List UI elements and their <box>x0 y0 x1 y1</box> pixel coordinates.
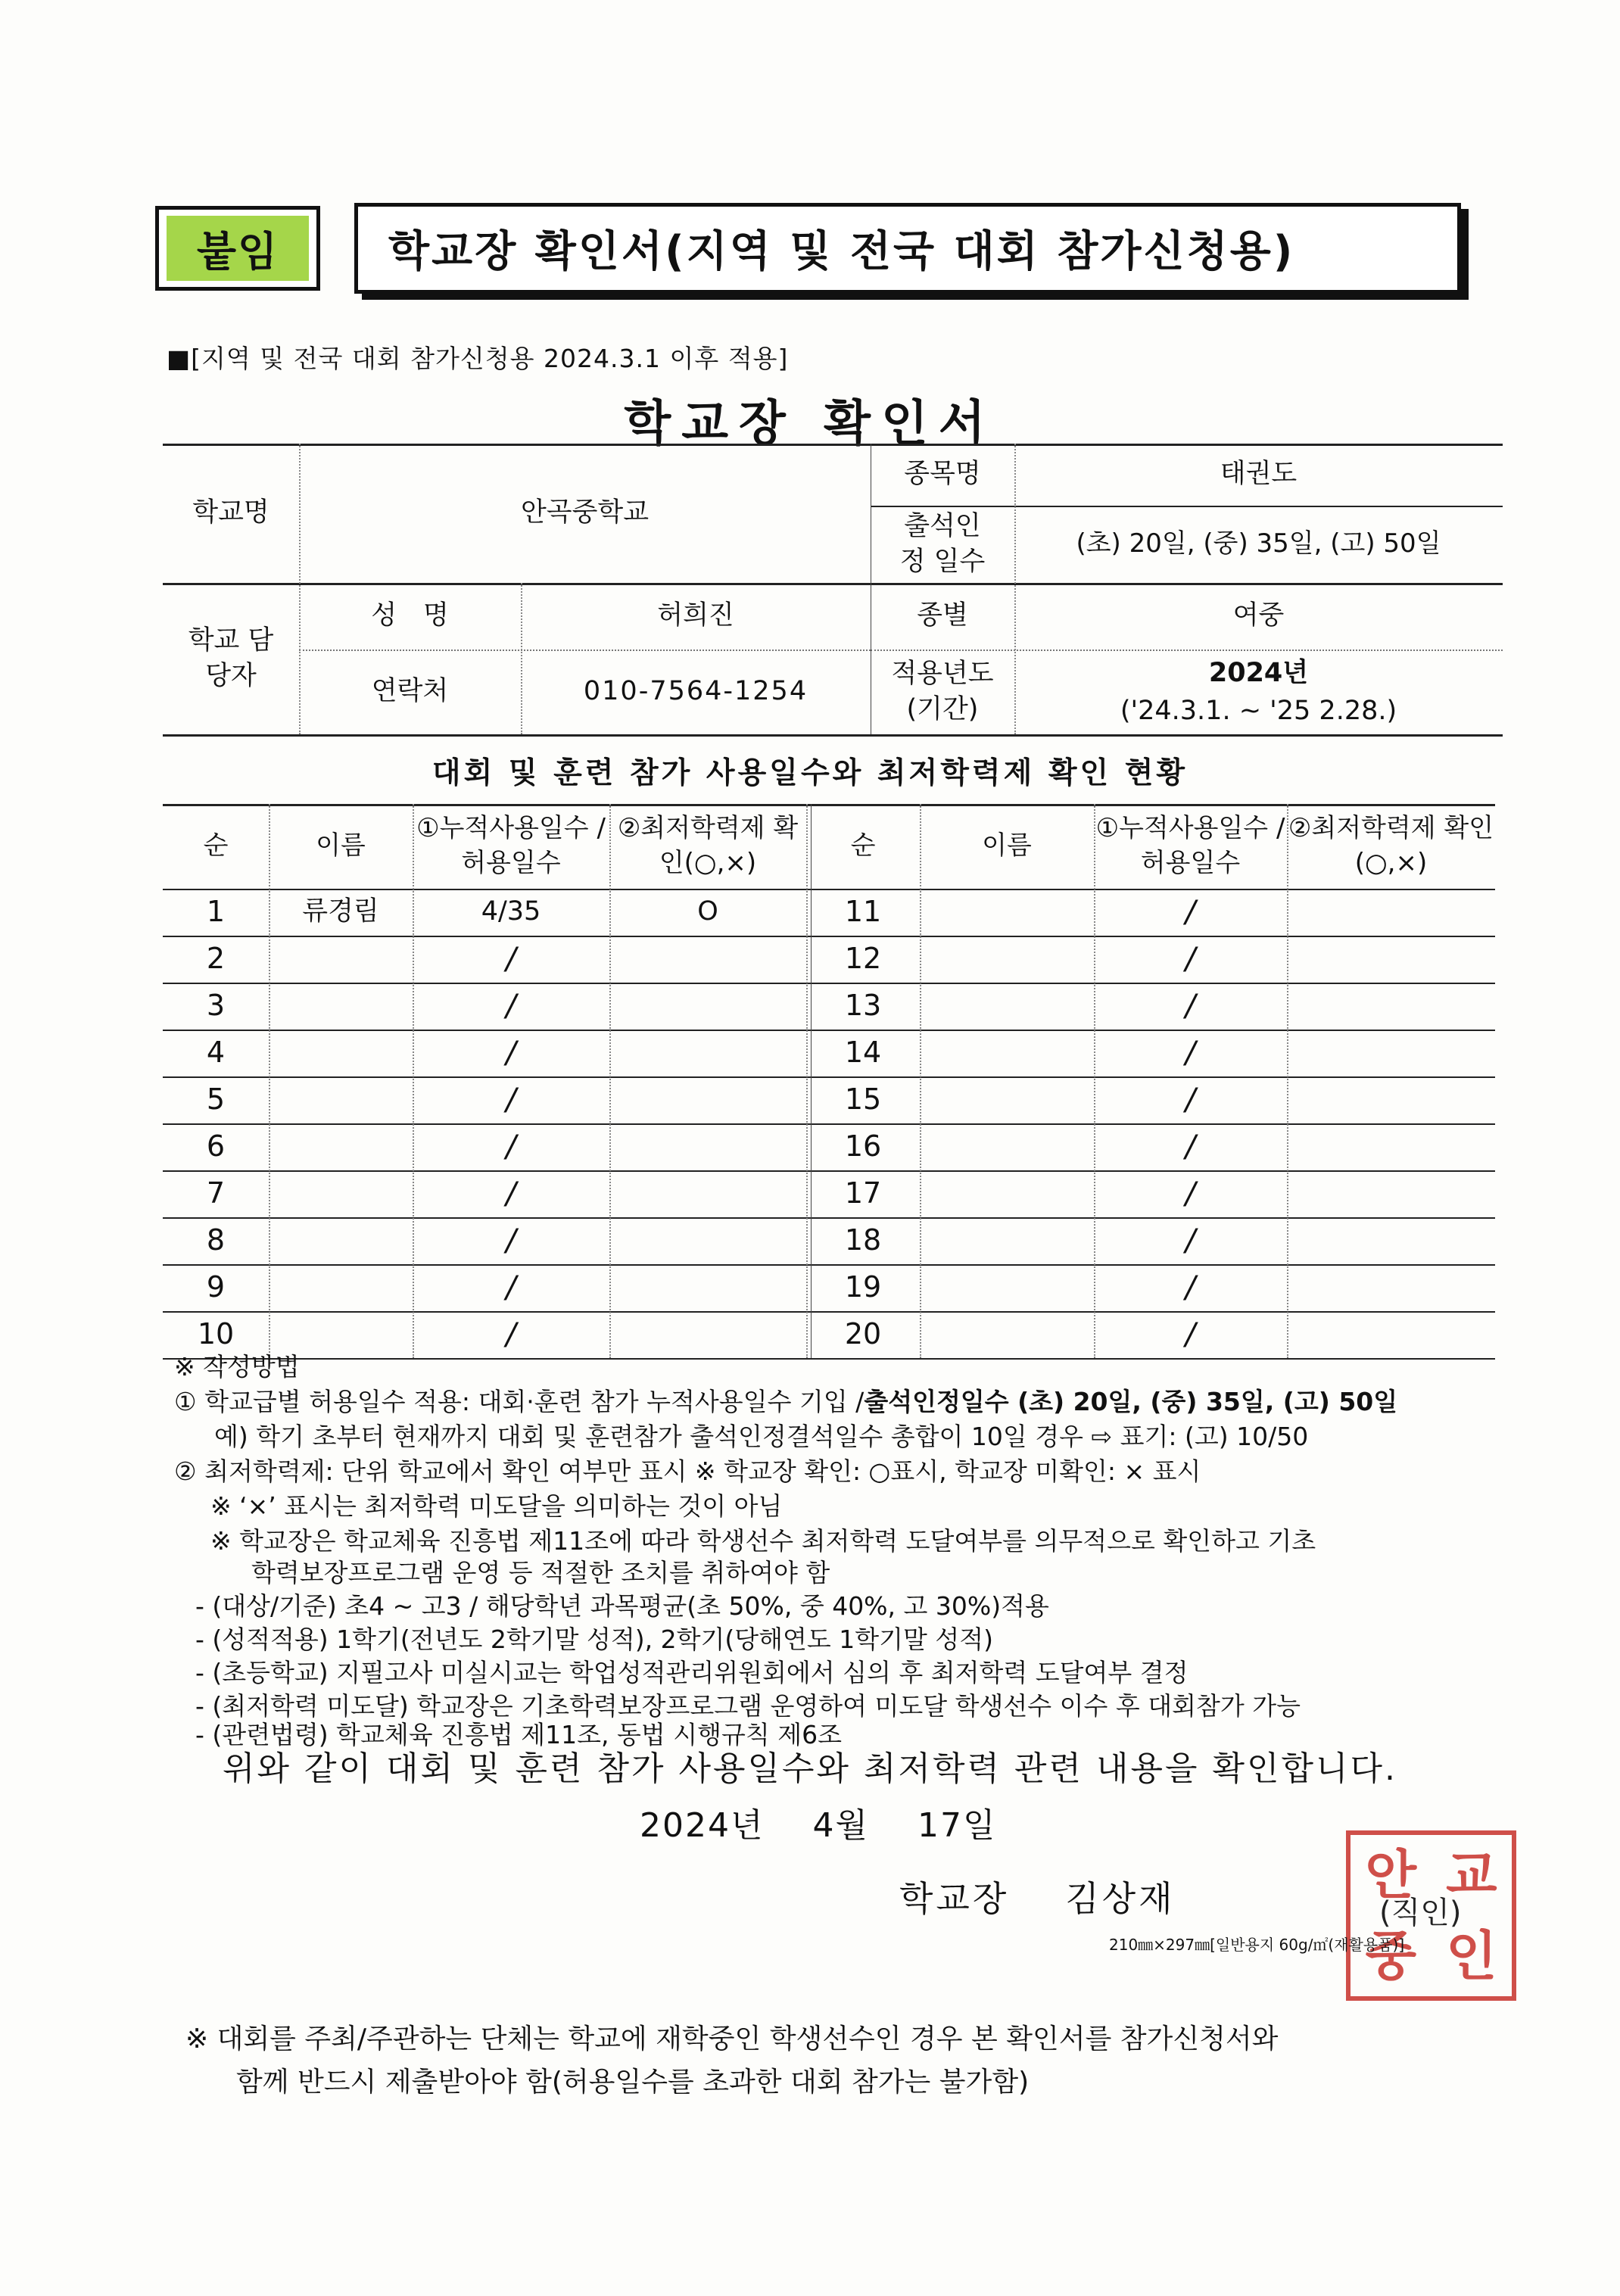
row-number: 9 <box>206 1270 226 1304</box>
sport-label: 종목명 <box>904 459 981 490</box>
contact-value: 010-7564-1254 <box>583 676 808 707</box>
row-number: 4 <box>206 1036 226 1070</box>
row-days: / <box>1185 1036 1196 1070</box>
row-number: 10 <box>197 1317 235 1351</box>
official-seal <box>1346 1830 1516 2001</box>
row-number: 11 <box>844 895 882 929</box>
guide-line-7: - (대상/기준) 초4 ~ 고3 / 해당학년 과목평균(초 50%, 중 40%, 고 30%)적용 <box>195 1591 1049 1621</box>
row-days: / <box>1185 1270 1196 1305</box>
row-academic-check <box>1287 1030 1495 1076</box>
attend-label: 출석인정 일수 <box>899 510 986 577</box>
row-academic-check <box>609 983 806 1030</box>
seal-char-3: 중 <box>1365 1924 1417 1987</box>
guide-line-1b: 출석인정일수 (초) 20일, (중) 35일, (고) 50일 <box>864 1387 1398 1416</box>
row-academic-check <box>1287 983 1495 1030</box>
row-days: / <box>506 989 516 1023</box>
row-days: / <box>506 1036 516 1070</box>
row-academic-check <box>609 936 806 983</box>
seal-label: (직인) <box>1379 1896 1462 1930</box>
row-number: 7 <box>206 1176 226 1210</box>
row-number: 1 <box>206 895 226 929</box>
row-days: / <box>1185 1176 1196 1211</box>
attachment-tag-label: 붙임 <box>167 216 309 281</box>
seal-char-1: 안 <box>1365 1844 1417 1907</box>
row-name <box>269 983 413 1030</box>
category-label: 종별 <box>917 600 968 631</box>
roster-row-border <box>163 1358 1495 1360</box>
row-days: / <box>1185 1223 1196 1258</box>
row-name <box>269 1217 413 1264</box>
row-number: 15 <box>844 1083 882 1117</box>
row-number: 12 <box>844 942 882 976</box>
school-label: 학교명 <box>192 497 269 528</box>
row-name <box>269 1170 413 1217</box>
footer-line-2: 함께 반드시 제출받아야 함(허용일수를 초과한 대회 참가는 불가함) <box>236 2067 1030 2098</box>
row-academic-check <box>1287 1217 1495 1264</box>
principal-title: 학교장 <box>899 1878 1010 1919</box>
row-name <box>920 983 1094 1030</box>
row-name <box>920 1076 1094 1123</box>
row-number: 13 <box>844 989 882 1023</box>
guide-line-8: - (성적적용) 1학기(전년도 2학기말 성적), 2학기(당해연도 1학기말 성적) <box>195 1625 994 1654</box>
row-name <box>920 1030 1094 1076</box>
attachment-tag <box>155 206 320 291</box>
row-number: 18 <box>844 1223 882 1257</box>
row-number: 2 <box>206 942 226 976</box>
row-days: / <box>506 1223 516 1258</box>
row-name <box>920 1311 1094 1358</box>
row-name: 류경림 <box>302 896 379 927</box>
row-days: / <box>506 1270 516 1305</box>
row-academic-check <box>1287 936 1495 983</box>
year-label: 적용년도 (기간) <box>891 658 994 724</box>
date-day: 17일 <box>917 1806 997 1845</box>
row-days: / <box>1185 1083 1196 1117</box>
row-name <box>920 1123 1094 1170</box>
banner-title: 학교장 확인서(지역 및 전국 대회 참가신청용) <box>354 203 1461 294</box>
guide-line-10: - (최저학력 미도달) 학교장은 기초학력보장프로그램 운영하여 미도달 학생선수 이수 후 대회참가 가능 <box>195 1691 1301 1721</box>
row-name <box>920 1170 1094 1217</box>
row-academic-check <box>609 1311 806 1358</box>
row-academic-check <box>1287 1123 1495 1170</box>
section-title: 대회 및 훈련 참가 사용일수와 최저학력제 확인 현황 <box>431 756 1189 790</box>
guide-heading: ※ 작성방법 <box>174 1352 300 1382</box>
date-year: 2024년 <box>640 1806 765 1845</box>
info-bottom-border <box>163 734 1503 737</box>
guide-line-1 <box>174 1382 1397 1418</box>
seal-char-2: 교 <box>1445 1844 1497 1907</box>
document-title: 학교장 확인서 <box>624 396 996 452</box>
header-days-right: ①누적사용일수 /허용일수 <box>1095 813 1285 878</box>
row-number: 5 <box>206 1083 226 1117</box>
row-days: / <box>1185 942 1196 977</box>
row-academic-check <box>1287 1311 1495 1358</box>
row-days: / <box>1185 1129 1196 1164</box>
guide-line-4: ※ ‘×’ 표시는 최저학력 미도달을 의미하는 것이 아님 <box>210 1491 783 1521</box>
guide-line-11: - (관련법령) 학교체육 진흥법 제11조, 동법 시행규칙 제6조 <box>195 1720 842 1749</box>
guide-line-3: ② 최저학력제: 단위 학교에서 확인 여부만 표시 ※ 학교장 확인: ○표시, 학교장 미확인: × 표시 <box>174 1456 1201 1486</box>
row-days: / <box>1185 989 1196 1023</box>
row-days: / <box>506 1129 516 1164</box>
row-academic-check <box>1287 889 1495 936</box>
name-value: 허희진 <box>657 600 734 631</box>
contact-label: 연락처 <box>371 676 449 707</box>
header-no-right: 순 <box>850 830 876 861</box>
header-name-right: 이름 <box>982 830 1032 861</box>
date-month: 4월 <box>812 1806 869 1845</box>
guide-line-6: 학력보장프로그램 운영 등 적절한 조치를 취하여야 함 <box>251 1558 830 1587</box>
header-academic-left: ②최저학력제 확인(○,×) <box>617 813 799 878</box>
confirmation-statement: 위와 같이 대회 및 훈련 참가 사용일수와 최저학력 관련 내용을 확인합니다. <box>223 1749 1397 1788</box>
row-days: / <box>506 1083 516 1117</box>
row-number: 16 <box>844 1129 882 1164</box>
row-academic-check <box>609 1217 806 1264</box>
header-academic-right: ②최저학력제 확인(○,×) <box>1288 813 1494 878</box>
row-number: 17 <box>844 1176 882 1210</box>
row-name <box>269 1264 413 1311</box>
guide-line-2: 예) 학기 초부터 현재까지 대회 및 훈련참가 출석인정결석일수 총합이 10일 경우 ⇨ 표기: (고) 10/50 <box>214 1422 1309 1451</box>
row-name <box>920 1264 1094 1311</box>
paper-spec: 210㎜×297㎜[일반용지 60g/㎡(재활용품)] <box>1109 1936 1405 1954</box>
row-days: / <box>506 942 516 977</box>
row-days: / <box>506 1176 516 1211</box>
sport-value: 태권도 <box>1220 459 1298 490</box>
row-academic-check <box>1287 1264 1495 1311</box>
school-value: 안곡중학교 <box>520 497 650 528</box>
header-days-left: ①누적사용일수 /허용일수 <box>416 813 606 878</box>
row-days: 4/35 <box>481 896 541 927</box>
row-number: 6 <box>206 1129 226 1164</box>
row-number: 14 <box>844 1036 882 1070</box>
seal-char-4: 인 <box>1445 1924 1497 1987</box>
issue-date <box>640 1798 1045 1846</box>
row-academic-check <box>609 1264 806 1311</box>
row-name <box>269 1030 413 1076</box>
principal-signature <box>899 1871 1176 1921</box>
attend-value: (초) 20일, (중) 35일, (고) 50일 <box>1076 528 1441 559</box>
row-name <box>920 889 1094 936</box>
row-days: / <box>1185 895 1196 930</box>
header-no-left: 순 <box>203 830 229 861</box>
application-notice: ■[지역 및 전국 대회 참가신청용 2024.3.1 이후 적용] <box>167 344 789 373</box>
principal-name: 김상재 <box>1065 1878 1176 1919</box>
footer-line-1: ※ 대회를 주최/주관하는 단체는 학교에 재학중인 학생선수인 경우 본 확인서를 참가신청서와 <box>185 2023 1279 2055</box>
row-academic-check: O <box>697 896 718 927</box>
row-academic-check <box>609 1030 806 1076</box>
row-number: 19 <box>844 1270 882 1304</box>
header-name-left: 이름 <box>316 830 366 861</box>
row-name <box>920 936 1094 983</box>
row-academic-check <box>1287 1076 1495 1123</box>
row-name <box>269 1076 413 1123</box>
row-days: / <box>1185 1317 1196 1352</box>
row-name <box>920 1217 1094 1264</box>
guide-line-9: - (초등학교) 지필고사 미실시교는 학업성적관리위원회에서 심의 후 최저학력 도달여부 결정 <box>195 1658 1189 1687</box>
guide-line-1a: ① 학교급별 허용일수 적용: 대회·훈련 참가 누적사용일수 기입 / <box>174 1387 865 1416</box>
row-number: 20 <box>844 1317 882 1351</box>
row-academic-check <box>609 1170 806 1217</box>
row-academic-check <box>609 1076 806 1123</box>
staff-label: 학교 담당자 <box>188 625 274 691</box>
row-academic-check <box>609 1123 806 1170</box>
row-name <box>269 1123 413 1170</box>
row-academic-check <box>1287 1170 1495 1217</box>
year-value: 2024년 <box>1208 657 1309 688</box>
row-days: / <box>506 1317 516 1352</box>
category-value: 여중 <box>1232 600 1285 631</box>
row-number: 8 <box>206 1223 226 1257</box>
guide-line-5: ※ 학교장은 학교체육 진흥법 제11조에 따라 학생선수 최저학력 도달여부를 의무적으로 확인하고 기초 <box>210 1526 1316 1556</box>
name-label: 성 명 <box>371 600 449 631</box>
row-number: 3 <box>206 989 226 1023</box>
row-name <box>269 936 413 983</box>
period-value: ('24.3.1. ~ '25 2.28.) <box>1120 695 1397 726</box>
